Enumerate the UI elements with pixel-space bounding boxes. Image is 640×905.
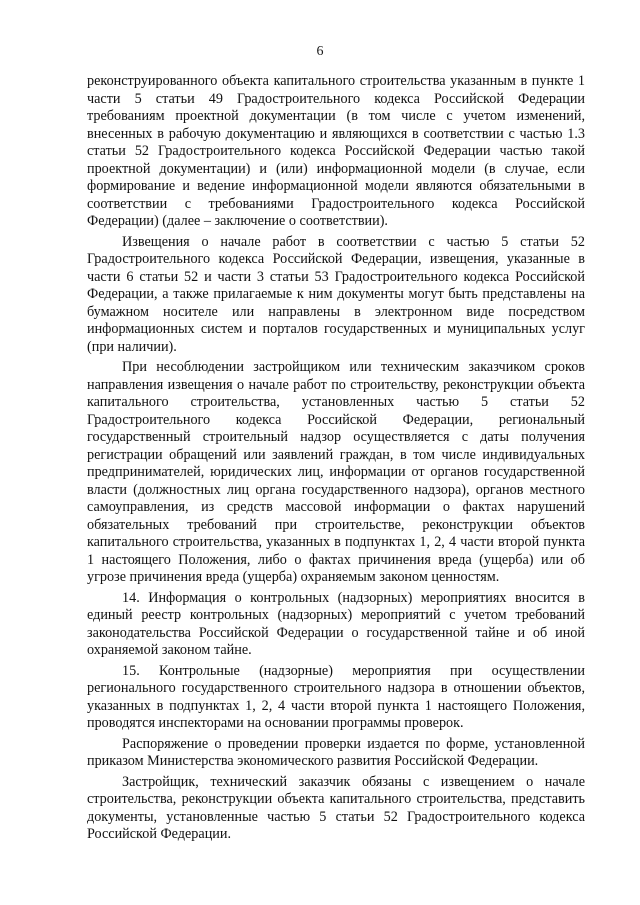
document-body <box>87 73 585 847</box>
paragraph-continuation: реконструированного объекта капитального строительства указанным в пункте 1 части 5 статьи 49 Градостроительного кодекса Российской Федерации требованиям проектной документации (в том числе с учетом изменений, внесенных в рабочую документацию и являющихся в соответствии с частью 1.3 статьи 52 Градостроительного кодекса Российской Федерации частью такой проектной документации) и (или) информационной модели (в случае, если формирование и ведение информационной модели являются обязательными в соответствии с требованиями Градостроительного кодекса Российской Федерации) (далее – заключение о соответствии). <box>87 73 585 229</box>
paragraph-notifications: Извещения о начале работ в соответствии с частью 5 статьи 52 Градостроительного кодекса Российской Федерации, извещения, указанные в части 6 статьи 52 и части 3 статьи 53 Градостроительного кодекса Российской Федерации, а также прилагаемые к ним документы могут быть представлены на бумажном носителе или направлены в электронном виде посредством информационных систем и порталов государственных и муниципальных услуг (при наличии). <box>87 233 585 355</box>
paragraph-order-form: Распоряжение о проведении проверки издается по форме, установленной приказом Министерства экономического развития Российской Федерации. <box>87 735 585 769</box>
paragraph-developer-duties: Застройщик, технический заказчик обязаны с извещением о начале строительства, реконструкции объекта капитального строительства, представить документы, установленные частью 5 статьи 52 Градостроительного кодекса Российской Федерации. <box>87 773 585 842</box>
paragraph-14-registry: 14. Информация о контрольных (надзорных) мероприятиях вносится в единый реестр контрольных (надзорных) мероприятий с учетом требований законодательства Российской Федерации о государственной тайне и об иной охраняемой законом тайне. <box>87 589 585 658</box>
paragraph-15-inspections: 15. Контрольные (надзорные) мероприятия при осуществлении регионального государственного строительного надзора в отношении объектов, указанных в подпунктах 1, 2, 4 части второй пункта 1 настоящего Положения, проводятся инспекторами на основании программы проверок. <box>87 662 585 731</box>
paragraph-noncompliance: При несоблюдении застройщиком или техническим заказчиком сроков направления извещения о начале работ по строительству, реконструкции объекта капитального строительства, установленных частью 5 статьи 52 Градостроительного кодекса Российской Федерации, региональный государственный строительный надзор осуществляется с даты получения регистрации обращений или заявлений граждан, в том числе индивидуальных предпринимателей, юридических лиц, информации от органов государственной власти (должностных лиц органа государственного надзора), органов местного самоуправления, из средств массовой информации о фактах нарушений обязательных требований при строительстве, реконструкции объектов капитального строительства, указанных в подпунктах 1, 2, 4 части второй пункта 1 настоящего Положения, либо о фактах причинения вреда (ущерба) или об угрозе причинения вреда (ущерба) охраняемым законом ценностям. <box>87 359 585 585</box>
page-number: 6 <box>316 44 324 59</box>
